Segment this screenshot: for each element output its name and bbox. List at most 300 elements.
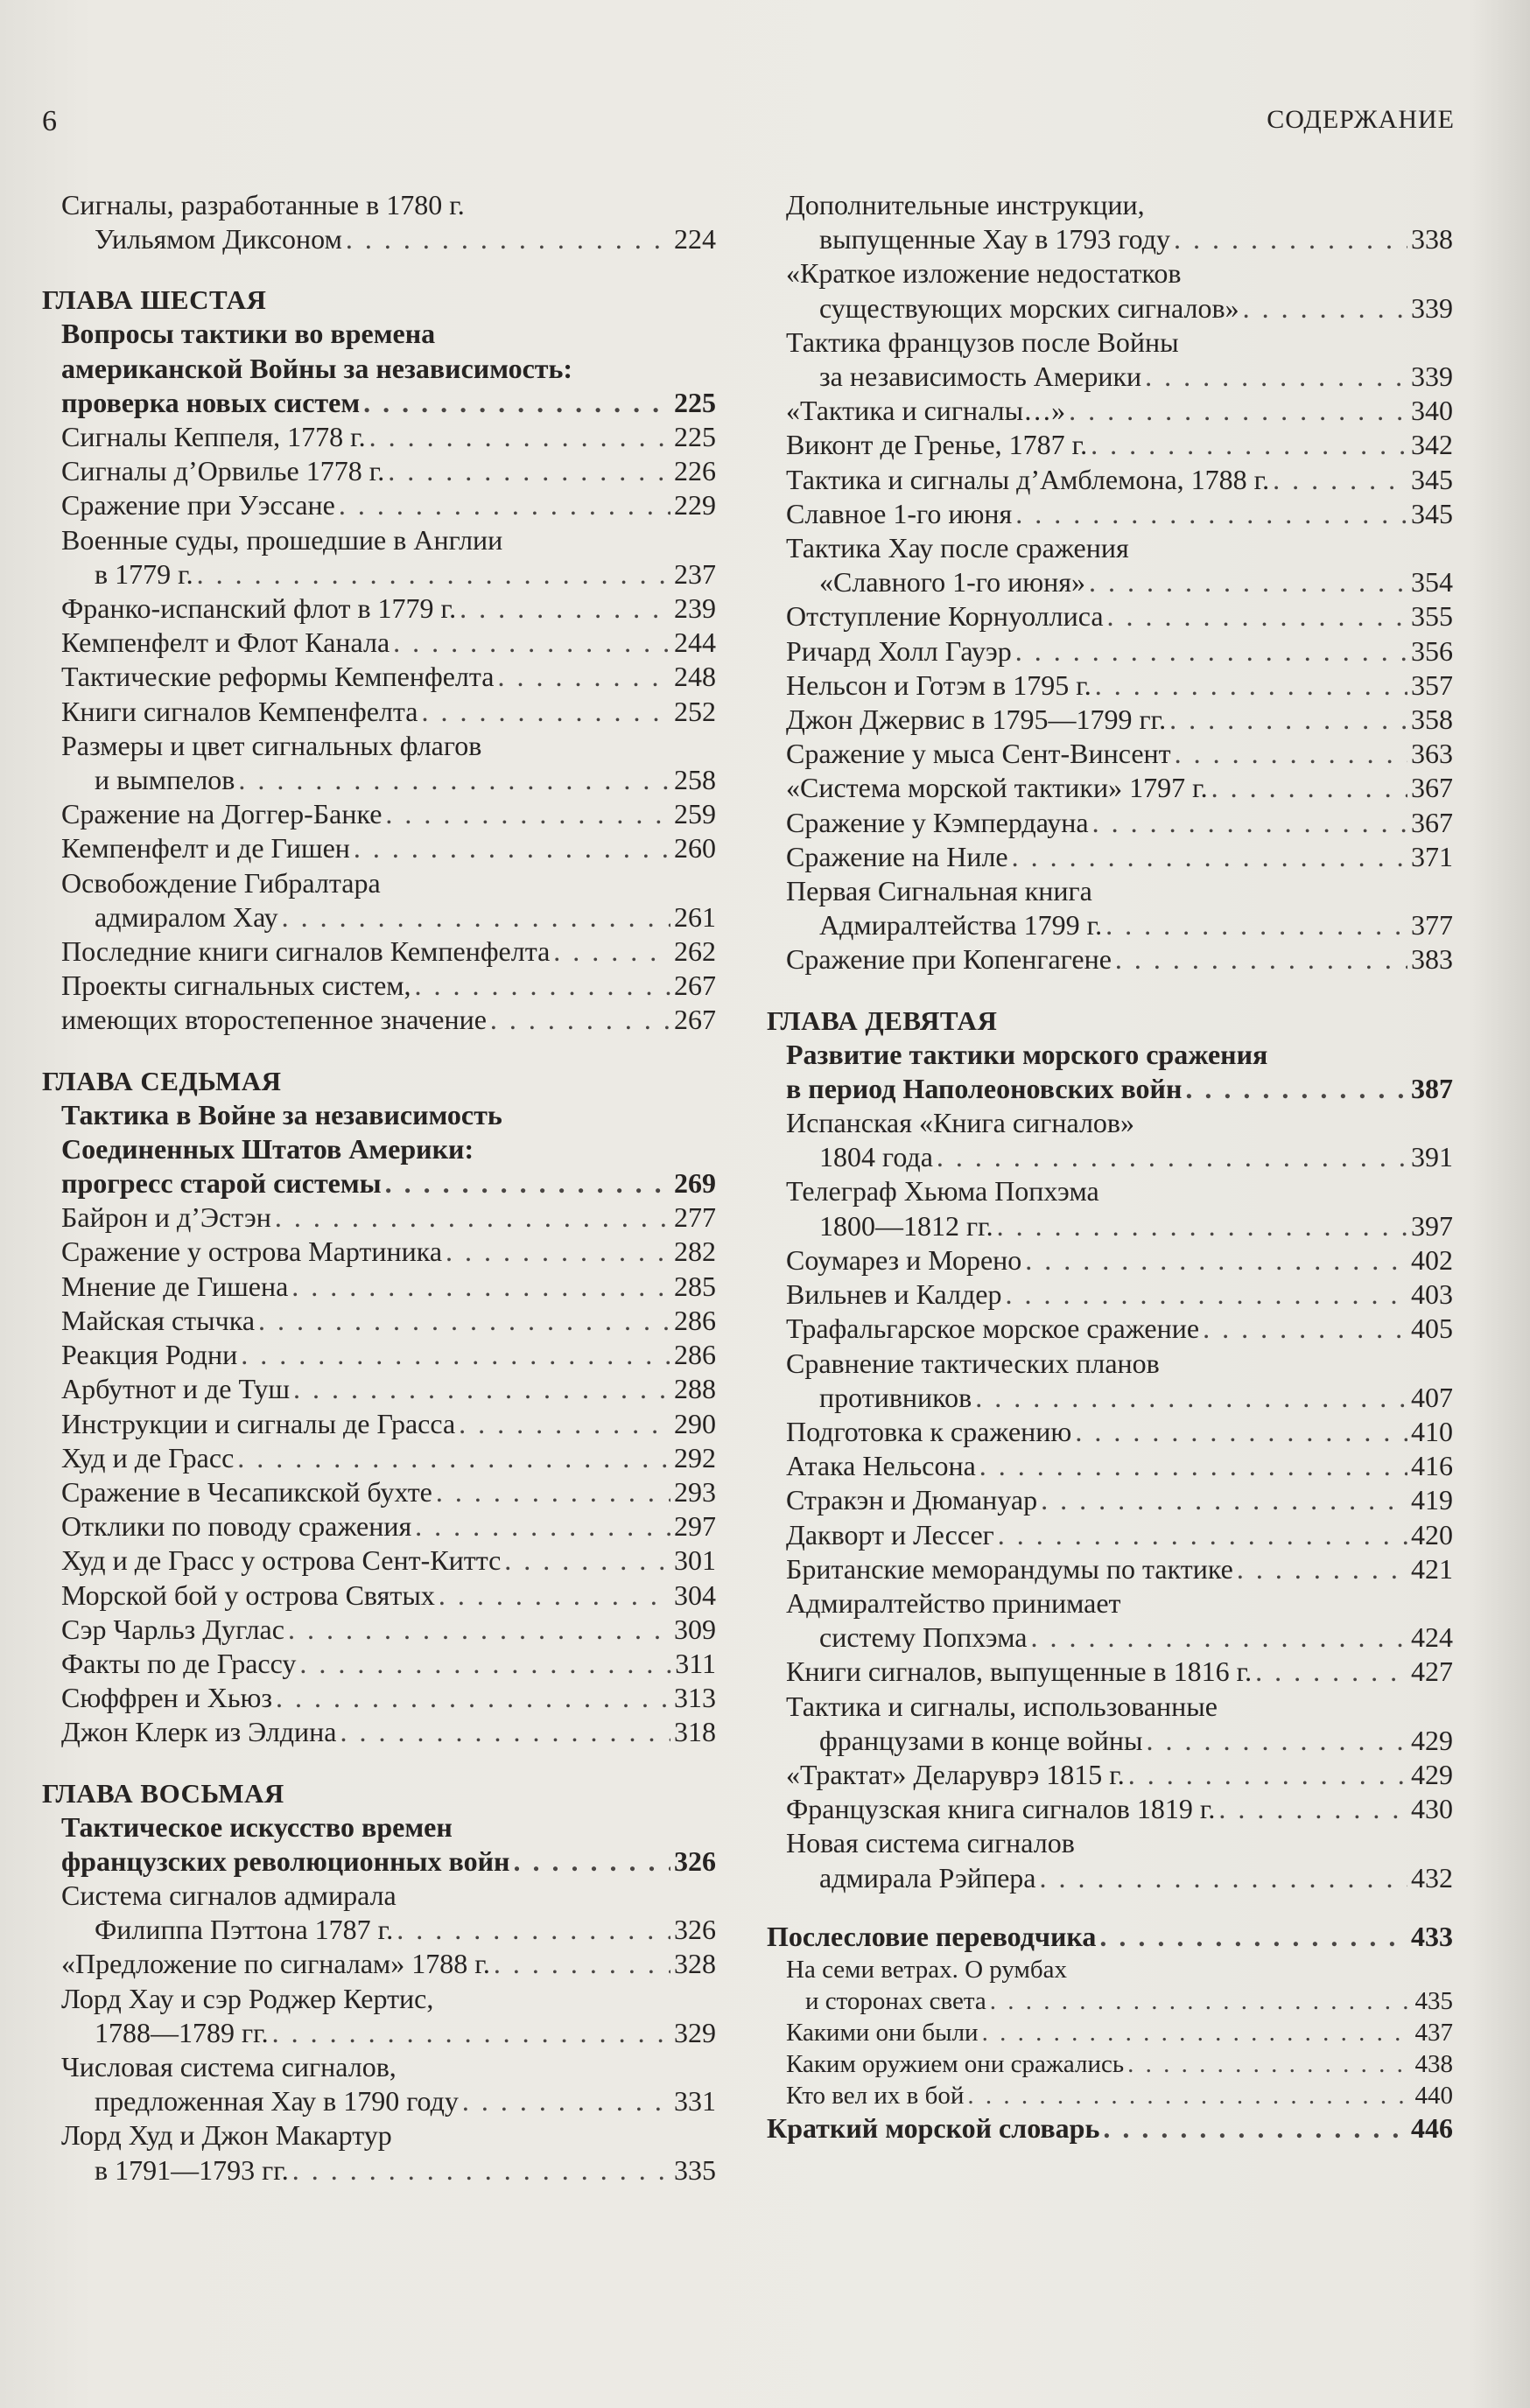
toc-page-number: 252	[674, 695, 716, 727]
toc-entry-line	[61, 1166, 716, 1200]
toc-entry-line	[786, 1483, 1453, 1517]
dot-leader	[1103, 2111, 1407, 2146]
dot-leader	[415, 969, 670, 1003]
toc-entry	[42, 934, 716, 969]
toc-entry	[767, 394, 1453, 428]
toc-entry	[767, 188, 1453, 256]
toc-entry-title: Кемпенфелт и Флот Канала	[61, 626, 390, 659]
toc-page-number: 440	[1414, 2081, 1453, 2110]
dot-leader	[299, 1647, 671, 1681]
toc-entry	[42, 1681, 716, 1715]
toc-entry-title: Проекты сигнальных систем,	[61, 970, 411, 1002]
toc-entry-title: Вильнев и Калдер	[786, 1278, 1002, 1311]
toc-entry-line	[61, 2084, 716, 2118]
toc-entry	[767, 1038, 1453, 1106]
toc-entry-line	[61, 317, 716, 351]
toc-entry-line	[786, 1655, 1453, 1689]
toc-page-number: 407	[1411, 1381, 1453, 1413]
toc-entry-title: Ричард Холл Гауэр	[786, 634, 1012, 667]
toc-entry-line	[61, 1647, 716, 1681]
toc-entry-line	[786, 394, 1453, 428]
toc-page-number: 383	[1411, 943, 1453, 976]
toc-entry-line	[61, 934, 716, 969]
toc-entry	[767, 1826, 1453, 1894]
toc-entry-line	[786, 428, 1453, 462]
dot-leader	[1243, 291, 1407, 326]
toc-entry-title: Адмиралтейства 1799 г.	[819, 909, 1103, 942]
toc-entry	[767, 1792, 1453, 1826]
toc-entry-title: Дакворт и Лессег	[786, 1518, 994, 1550]
dot-leader	[275, 1200, 670, 1235]
toc-entry-line	[61, 1544, 716, 1578]
toc-entry-title: Сражение в Чесапикской бухте	[61, 1475, 432, 1508]
dot-leader	[1115, 942, 1407, 976]
toc-entry-title: Сражение у мыса Сент-Винсент	[786, 738, 1171, 770]
toc-page-number: 292	[674, 1441, 716, 1474]
toc-entry	[42, 1544, 716, 1578]
toc-entry-line	[786, 565, 1453, 599]
section-spacer	[767, 1895, 1453, 1920]
toc-entry	[767, 1518, 1453, 1552]
toc-page-number: 313	[674, 1682, 716, 1714]
toc-entry-line	[61, 2016, 716, 2050]
toc-entry-line	[786, 1415, 1453, 1449]
toc-page-number: 424	[1411, 1621, 1453, 1654]
toc-page-number: 285	[674, 1270, 716, 1302]
toc-entry-title: Дополнительные инструкции,	[786, 189, 1145, 220]
toc-page-number: 437	[1414, 2018, 1453, 2047]
chapter-heading: ГЛАВА ШЕСТАЯ	[42, 284, 267, 316]
toc-entry-line	[786, 1243, 1453, 1278]
toc-entry-title: Новая система сигналов	[786, 1827, 1075, 1859]
toc-entry	[767, 1174, 1453, 1242]
toc-page-number: 355	[1411, 600, 1453, 633]
toc-entry	[42, 660, 716, 694]
toc-entry	[767, 668, 1453, 703]
dot-leader	[1169, 703, 1407, 737]
toc-entry	[767, 599, 1453, 634]
page-header	[42, 105, 1455, 140]
toc-entry-title: Инструкции и сигналы де Грасса	[61, 1407, 456, 1439]
toc-entry-line	[786, 1758, 1453, 1792]
toc-entry	[767, 634, 1453, 668]
toc-entry-title: Британские меморандумы по тактике	[786, 1552, 1233, 1585]
dot-leader	[1203, 1312, 1407, 1346]
toc-entry	[767, 1278, 1453, 1312]
dot-leader	[504, 1544, 670, 1578]
toc-entry-line	[786, 1209, 1453, 1243]
toc-entry-title: Соединенных Штатов Америки:	[61, 1132, 474, 1165]
toc-page-number: 429	[1411, 1758, 1453, 1790]
toc-page-number: 354	[1411, 566, 1453, 598]
toc-entry-line	[61, 1613, 716, 1647]
toc-entry-line	[786, 806, 1453, 840]
dot-leader	[422, 695, 671, 729]
toc-entry-title: Джон Клерк из Элдина	[61, 1716, 337, 1748]
dot-leader	[1107, 599, 1407, 634]
dot-leader	[1075, 1415, 1407, 1449]
toc-page-number: 430	[1411, 1793, 1453, 1825]
toc-page-number: 282	[674, 1236, 716, 1268]
toc-entry	[767, 2111, 1453, 2146]
toc-entry-line	[786, 1826, 1453, 1860]
toc-entry-line	[786, 1620, 1453, 1655]
toc-entry-line	[61, 729, 716, 763]
toc-entry-line	[61, 660, 716, 694]
toc-page-number: 357	[1411, 668, 1453, 701]
toc-page-number: 224	[674, 223, 716, 256]
toc-entry-line	[786, 2048, 1453, 2080]
toc-page-number: 225	[674, 386, 716, 418]
dot-leader	[385, 797, 670, 831]
toc-page-number: 326	[674, 1844, 716, 1877]
toc-entry	[42, 592, 716, 626]
toc-entry-line	[61, 1200, 716, 1235]
toc-entry-line	[61, 1304, 716, 1338]
dot-leader	[272, 2016, 670, 2050]
toc-entry-title: Первая Сигнальная книга	[786, 875, 1092, 907]
dot-leader	[1095, 668, 1407, 703]
toc-entry	[42, 1441, 716, 1475]
toc-entry	[42, 1338, 716, 1372]
toc-entry-title: Лорд Худ и Джон Макартур	[61, 2119, 392, 2152]
toc-entry	[42, 626, 716, 660]
toc-entry-title: На семи ветрах. О румбах	[786, 1955, 1067, 1984]
toc-entry	[42, 420, 716, 454]
toc-entry-line	[786, 2080, 1453, 2111]
dot-leader	[1105, 908, 1407, 942]
toc-entry-title: Размеры и цвет сигнальных флагов	[61, 729, 482, 761]
toc-entry-title: Славное 1-го июня	[786, 497, 1013, 529]
toc-entry-title: Сражение при Уэссане	[61, 489, 335, 522]
toc-entry-line	[61, 1810, 716, 1844]
dot-leader	[288, 1613, 670, 1647]
toc-entry-title: Числовая система сигналов,	[61, 2050, 397, 2082]
toc-entry	[42, 1270, 716, 1304]
toc-entry	[42, 831, 716, 865]
toc-entry-title: «Славного 1-го июня»	[819, 566, 1085, 598]
toc-page-number: 356	[1411, 634, 1453, 667]
toc-entry-line	[61, 695, 716, 729]
toc-page-number: 277	[674, 1201, 716, 1234]
dot-leader	[238, 763, 670, 797]
toc-entry	[42, 2050, 716, 2118]
dot-leader	[1211, 771, 1407, 805]
toc-entry-line	[786, 1038, 1453, 1072]
toc-entry	[767, 1415, 1453, 1449]
toc-entry-line	[61, 831, 716, 865]
toc-entry-title: Соумарез и Морено	[786, 1243, 1022, 1276]
toc-entry	[42, 317, 716, 420]
toc-entry-line	[61, 1982, 716, 2016]
toc-entry-title: Французская книга сигналов 1819 г.	[786, 1793, 1216, 1825]
toc-entry-line	[786, 1954, 1453, 1985]
dot-leader	[346, 222, 670, 256]
toc-entry	[767, 497, 1453, 531]
toc-entry-line	[786, 1985, 1453, 2017]
toc-entry	[767, 2080, 1453, 2111]
dot-leader	[241, 1338, 670, 1372]
toc-entry-line	[61, 1407, 716, 1441]
toc-entry	[42, 1200, 716, 1235]
toc-entry-line	[786, 1724, 1453, 1758]
toc-entry-title: Сражение на Ниле	[786, 840, 1008, 872]
toc-page-number: 420	[1411, 1518, 1453, 1550]
toc-entry-line	[786, 737, 1453, 771]
toc-page-number: 335	[674, 2153, 716, 2186]
toc-entry-title: Кто вел их в бой	[786, 2081, 965, 2110]
toc-entry-line	[61, 1715, 716, 1749]
toc-entry	[767, 1552, 1453, 1586]
toc-entry-title: систему Попхэма	[819, 1621, 1028, 1654]
dot-leader	[1069, 394, 1407, 428]
dot-leader	[292, 2153, 670, 2188]
toc-entry-line	[786, 908, 1453, 942]
toc-entry-title: Сражение при Копенгагене	[786, 943, 1112, 976]
toc-page-number: 311	[675, 1647, 716, 1679]
dot-leader	[1255, 1655, 1407, 1689]
toc-entry	[42, 695, 716, 729]
toc-entry-title: проверка новых систем	[61, 386, 361, 418]
toc-entry-line	[61, 592, 716, 626]
toc-page-number: 358	[1411, 704, 1453, 736]
toc-entry-line	[61, 188, 716, 222]
toc-page-number: 290	[674, 1407, 716, 1439]
toc-entry-title: Тактика в Войне за независимость	[61, 1098, 502, 1130]
toc-entry-title: Книги сигналов, выпущенные в 1816 г.	[786, 1656, 1253, 1688]
toc-entry-line	[786, 1792, 1453, 1826]
toc-page-number: 405	[1411, 1312, 1453, 1345]
toc-entry-line	[786, 1278, 1453, 1312]
toc-entry-line	[767, 1920, 1453, 1954]
toc-entry-title: в период Наполеоновских войн	[786, 1072, 1183, 1104]
toc-entry	[42, 1509, 716, 1544]
toc-page-number: 286	[674, 1339, 716, 1371]
toc-page-number: 367	[1411, 806, 1453, 838]
toc-entry-line	[786, 1140, 1453, 1174]
toc-page-number: 340	[1411, 395, 1453, 427]
toc-entry-title: имеющих второстепенное значение	[61, 1004, 487, 1036]
toc-page-number: 391	[1411, 1141, 1453, 1173]
toc-page-number: 435	[1414, 1986, 1453, 2015]
toc-entry-line	[786, 360, 1453, 394]
toc-entry	[42, 1647, 716, 1681]
toc-page-number: 309	[674, 1613, 716, 1645]
toc-page-number: 261	[674, 900, 716, 933]
toc-entry-line	[786, 1690, 1453, 1724]
toc-entry-line	[786, 291, 1453, 326]
toc-entry-title: Адмиралтейство принимает	[786, 1586, 1121, 1619]
toc-entry-line	[786, 703, 1453, 737]
toc-entry	[42, 797, 716, 831]
toc-entry-line	[61, 386, 716, 420]
toc-page-number: 226	[674, 455, 716, 487]
dot-leader	[490, 1003, 670, 1037]
toc-entry	[767, 1312, 1453, 1346]
dot-leader	[513, 1844, 670, 1879]
toc-entry-title: «Система морской тактики» 1797 г.	[786, 772, 1208, 804]
dot-leader	[385, 1166, 670, 1200]
dot-leader	[439, 1578, 670, 1613]
toc-entry-line	[61, 1509, 716, 1544]
toc-entry	[767, 1483, 1453, 1517]
page-number: 6	[42, 105, 57, 137]
toc-entry-line	[61, 1913, 716, 1947]
dot-leader	[1030, 1620, 1407, 1655]
toc-entry-title: американской Войны за независимость:	[61, 352, 573, 384]
toc-page-number: 248	[674, 661, 716, 693]
toc-entry-title: Система сигналов адмирала	[61, 1879, 397, 1911]
toc-entry	[767, 428, 1453, 462]
toc-entry	[767, 737, 1453, 771]
dot-leader	[460, 592, 670, 626]
toc-entry	[42, 1578, 716, 1613]
toc-entry	[767, 1449, 1453, 1483]
dot-leader	[339, 488, 670, 522]
toc-entry-line	[61, 420, 716, 454]
toc-entry	[42, 729, 716, 797]
toc-entry-line	[61, 1132, 716, 1166]
toc-entry	[767, 1920, 1453, 1954]
toc-page-number: 387	[1411, 1072, 1453, 1104]
toc-page-number: 363	[1411, 738, 1453, 770]
toc-entry-line	[786, 634, 1453, 668]
toc-entry-line	[767, 2111, 1453, 2146]
dot-leader	[436, 1475, 670, 1509]
toc-entry-title: Сравнение тактических планов	[786, 1347, 1160, 1379]
toc-entry-line	[61, 2153, 716, 2188]
toc-page-number: 267	[674, 970, 716, 1002]
toc-page-number: 427	[1411, 1656, 1453, 1688]
dot-leader	[1092, 806, 1407, 840]
toc-entry	[767, 874, 1453, 942]
dot-leader	[293, 1372, 670, 1406]
toc-entry-title: Тактические реформы Кемпенфелта	[61, 661, 495, 693]
toc-page-number: 416	[1411, 1450, 1453, 1482]
toc-entry	[42, 1879, 716, 1947]
toc-entry-title: Джон Джервис в 1795—1799 гг.	[786, 704, 1167, 736]
dot-leader	[1273, 463, 1407, 497]
toc-entry	[767, 771, 1453, 805]
dot-leader	[997, 1209, 1407, 1243]
dot-leader	[990, 1985, 1412, 2017]
toc-entry-title: предложенная Хау в 1790 году	[95, 2085, 459, 2118]
toc-page-number: 258	[674, 764, 716, 796]
toc-entry-title: Филиппа Пэттона 1787 г.	[95, 1914, 394, 1946]
chapter-heading: ГЛАВА ДЕВЯТАЯ	[767, 1004, 998, 1036]
toc-entry	[42, 866, 716, 934]
toc-page-number: 432	[1411, 1861, 1453, 1894]
toc-entry	[42, 969, 716, 1003]
toc-entry-line	[61, 488, 716, 522]
toc-page-number: 345	[1411, 463, 1453, 495]
toc-entry-line	[61, 1098, 716, 1132]
toc-entry-title: существующих морских сигналов»	[819, 291, 1239, 324]
dot-leader	[462, 2084, 670, 2118]
toc-entry-title: Кемпенфелт и де Гишен	[61, 832, 350, 864]
dot-leader	[415, 1509, 670, 1544]
toc-entry-line	[61, 2050, 716, 2084]
toc-entry-line	[61, 1475, 716, 1509]
toc-entry-title: Сюффрен и Хьюз	[61, 1682, 273, 1714]
toc-entry-line	[61, 626, 716, 660]
toc-entry-title: в 1791—1793 гг.	[95, 2153, 289, 2186]
toc-entry	[767, 1347, 1453, 1415]
toc-entry	[767, 326, 1453, 394]
toc-entry	[42, 1407, 716, 1441]
toc-entry	[767, 1690, 1453, 1758]
toc-entry-title: Атака Нельсона	[786, 1450, 976, 1482]
toc-entry-title: Развитие тактики морского сражения	[786, 1038, 1268, 1070]
toc-page-number: 329	[674, 2016, 716, 2048]
dot-leader	[1012, 840, 1407, 874]
toc-entry-title: Сражение у Кэмпердауна	[786, 806, 1089, 838]
toc-entry-title: Тактика французов после Войны	[786, 326, 1179, 358]
toc-entry	[42, 1982, 716, 2050]
dot-leader	[393, 626, 670, 660]
dot-leader	[446, 1235, 670, 1269]
toc-entry-title: Сигналы, разработанные в 1780 г.	[61, 189, 465, 220]
toc-page-number: 429	[1411, 1724, 1453, 1756]
toc-entry	[42, 1235, 716, 1269]
toc-page-number: 269	[674, 1167, 716, 1200]
toc-entry-line	[61, 2118, 716, 2152]
toc-page-number: 339	[1411, 360, 1453, 393]
toc-entry-line	[786, 1312, 1453, 1346]
toc-page-number: 262	[674, 935, 716, 968]
dot-leader	[1015, 634, 1407, 668]
dot-leader	[1185, 1072, 1407, 1106]
toc-page-number: 438	[1414, 2049, 1453, 2078]
toc-page-number: 419	[1411, 1484, 1453, 1516]
toc-entry-line	[786, 497, 1453, 531]
toc-entry	[42, 1475, 716, 1509]
toc-entry-line	[61, 454, 716, 488]
toc-entry-line	[61, 1338, 716, 1372]
toc-entry-line	[786, 2017, 1453, 2048]
toc-entry-line	[61, 1270, 716, 1304]
toc-entry-line	[786, 1174, 1453, 1208]
toc-entry-title: Сэр Чарльз Дуглас	[61, 1613, 284, 1645]
toc-entry-line	[786, 222, 1453, 256]
toc-page-number: 239	[674, 592, 716, 625]
toc-entry-title: Худ и де Грасс у острова Сент-Киттс	[61, 1544, 502, 1577]
toc-entry	[42, 488, 716, 522]
dot-leader	[276, 1681, 670, 1715]
toc-page-number: 288	[674, 1373, 716, 1405]
toc-entry-title: 1800—1812 гг.	[819, 1209, 993, 1242]
toc-entry-title: Каким оружием они сражались	[786, 2049, 1125, 2078]
toc-page-number: 446	[1411, 2111, 1453, 2144]
toc-entry	[767, 1655, 1453, 1689]
toc-entry-title: Тактическое искусство времен	[61, 1810, 453, 1843]
dot-leader	[979, 1449, 1407, 1483]
dot-leader	[497, 660, 670, 694]
toc-entry-title: Военные суды, прошедшие в Англии	[61, 523, 503, 556]
toc-entry-line	[786, 1518, 1453, 1552]
toc-entry-title: Сражение у острова Мартиника	[61, 1236, 443, 1268]
toc-left-column	[42, 188, 716, 2188]
toc-entry-line	[61, 866, 716, 900]
toc-entry	[42, 1003, 716, 1037]
toc-entry	[42, 1947, 716, 1981]
toc-entry-line	[786, 1106, 1453, 1140]
toc-page-number: 225	[674, 421, 716, 453]
toc-entry-title: Телеграф Хьюма Попхэма	[786, 1175, 1099, 1208]
toc-entry-title: «Краткое изложение недостатков	[786, 257, 1182, 290]
toc-page-number: 339	[1411, 291, 1453, 324]
toc-entry-title: Подготовка к сражению	[786, 1415, 1072, 1447]
